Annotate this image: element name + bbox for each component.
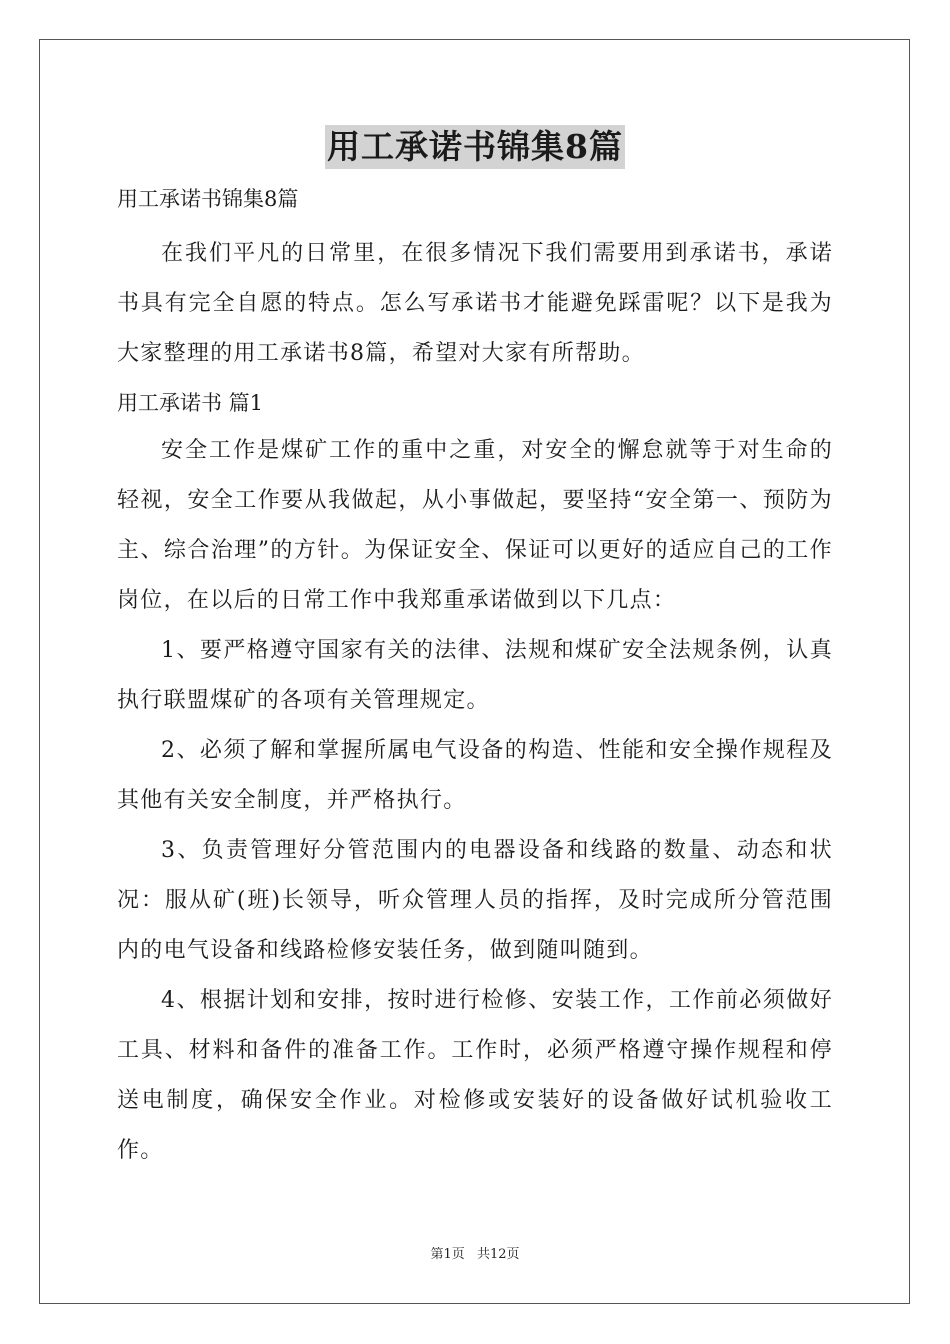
section1-paragraph: 安全工作是煤矿工作的重中之重，对安全的懈怠就等于对生命的轻视，安全工作要从我做起，从小事做起，要坚持“安全第一、预防为主、综合治理”的方针。为保证安全、保证可以更好的适应自己的工作岗位，在以后的日常工作中我郑重承诺做到以下几点： <box>117 438 833 613</box>
intro-paragraph: 在我们平凡的日常里，在很多情况下我们需要用到承诺书，承诺书具有完全自愿的特点。怎么写承诺书才能避免踩雷呢？以下是我为大家整理的用工承诺书8篇，希望对大家有所帮助。 <box>117 241 833 366</box>
title-container <box>0 125 950 169</box>
page-number: 第1页 <box>430 1247 465 1262</box>
document-body <box>117 180 833 1176</box>
section-heading-1: 用工承诺书 篇1 <box>117 391 264 415</box>
subtitle-line: 用工承诺书锦集8篇 <box>117 187 299 211</box>
section1-item: 3、负责管理好分管范围内的电器设备和线路的数量、动态和状况：服从矿(班)长领导，听众管理人员的指挥，及时完成所分管范围内的电气设备和线路检修安装任务，做到随叫随到。 <box>117 838 833 963</box>
page-footer <box>0 1246 950 1264</box>
document-title: 用工承诺书锦集8篇 <box>325 125 625 169</box>
section1-item: 4、根据计划和安排，按时进行检修、安装工作，工作前必须做好工具、材料和备件的准备工作。工作时，必须严格遵守操作规程和停送电制度，确保安全作业。对检修或安装好的设备做好试机验收工作。 <box>117 988 833 1163</box>
section1-item: 1、要严格遵守国家有关的法律、法规和煤矿安全法规条例，认真执行联盟煤矿的各项有关管理规定。 <box>117 638 833 713</box>
page-total: 共12页 <box>476 1247 520 1262</box>
section1-item: 2、必须了解和掌握所属电气设备的构造、性能和安全操作规程及其他有关安全制度，并严格执行。 <box>117 738 833 813</box>
